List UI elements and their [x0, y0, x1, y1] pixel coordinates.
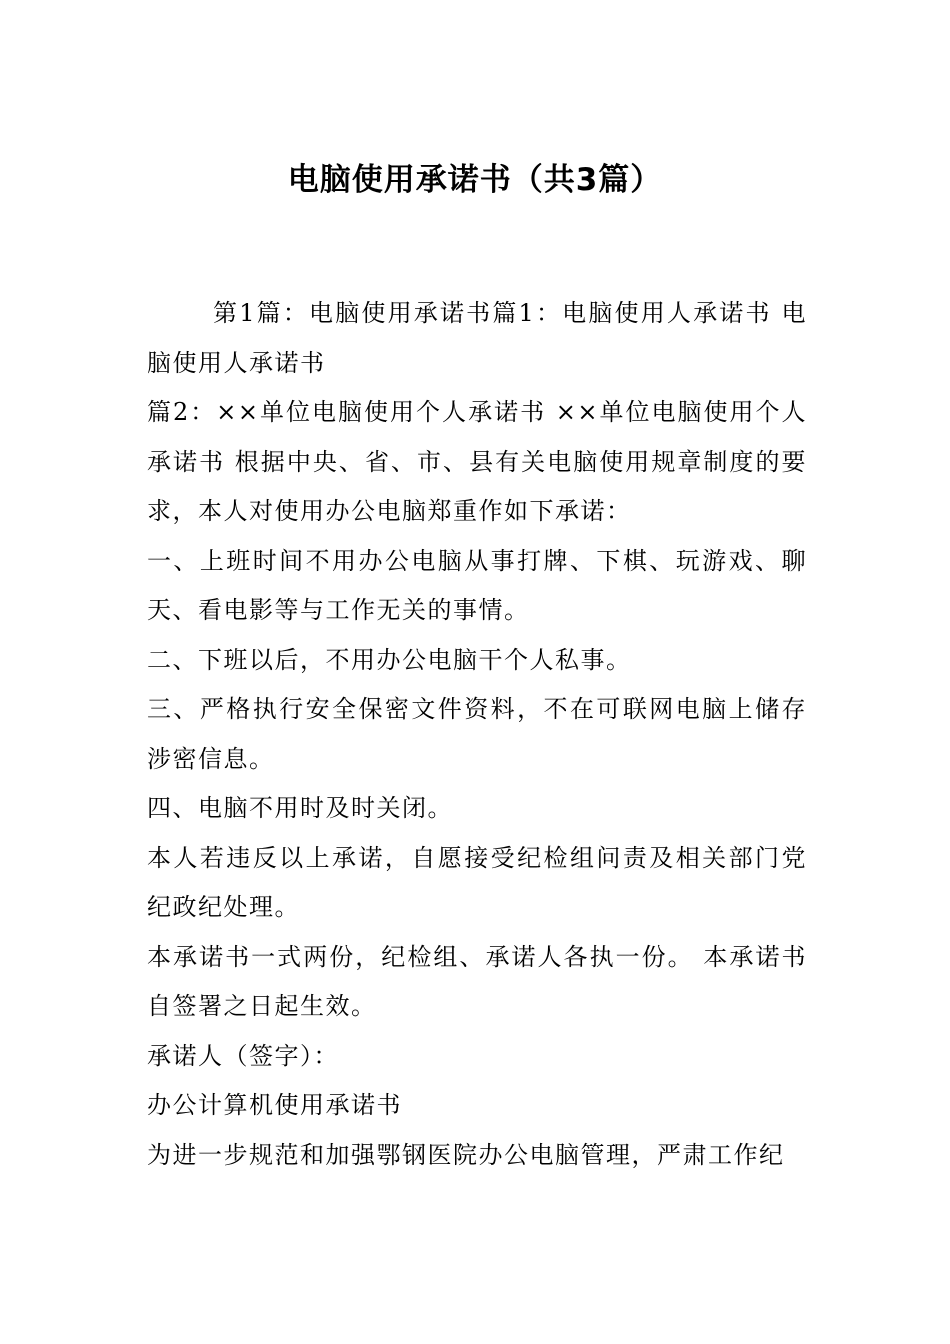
document-body — [147, 289, 807, 1180]
paragraph-copies: 本承诺书一式两份，纪检组、承诺人各执一份。 本承诺书自签署之日起生效。 — [147, 942, 807, 1020]
paragraph-violation: 本人若违反以上承诺，自愿接受纪检组问责及相关部门党纪政纪处理。 — [147, 843, 807, 921]
paragraph-part2-intro: 篇2：××单位电脑使用个人承诺书 ××单位电脑使用个人承诺书 根据中央、省、市、县有关电脑使用规章制度的要求，本人对使用办公电脑郑重作如下承诺： — [147, 398, 807, 525]
paragraph-signature: 承诺人（签字）： — [147, 1041, 339, 1070]
paragraph-item-3: 三、严格执行安全保密文件资料，不在可联网电脑上储存涉密信息。 — [147, 695, 807, 773]
paragraph-item-4: 四、电脑不用时及时关闭。 — [147, 794, 453, 822]
paragraph-item-1: 一、上班时间不用办公电脑从事打牌、下棋、玩游戏、聊天、看电影等与工作无关的事情。 — [147, 546, 807, 624]
paragraph-intro: 第1篇：电脑使用承诺书篇1：电脑使用人承诺书 电脑使用人承诺书 — [147, 299, 807, 377]
paragraph-subtitle: 办公计算机使用承诺书 — [147, 1091, 402, 1119]
document-title: 电脑使用承诺书（共3篇） — [287, 162, 663, 198]
paragraph-closing: 为进一步规范和加强鄂钢医院办公电脑管理，严肃工作纪 — [147, 1140, 785, 1169]
paragraph-item-2: 二、下班以后，不用办公电脑干个人私事。 — [147, 645, 632, 674]
